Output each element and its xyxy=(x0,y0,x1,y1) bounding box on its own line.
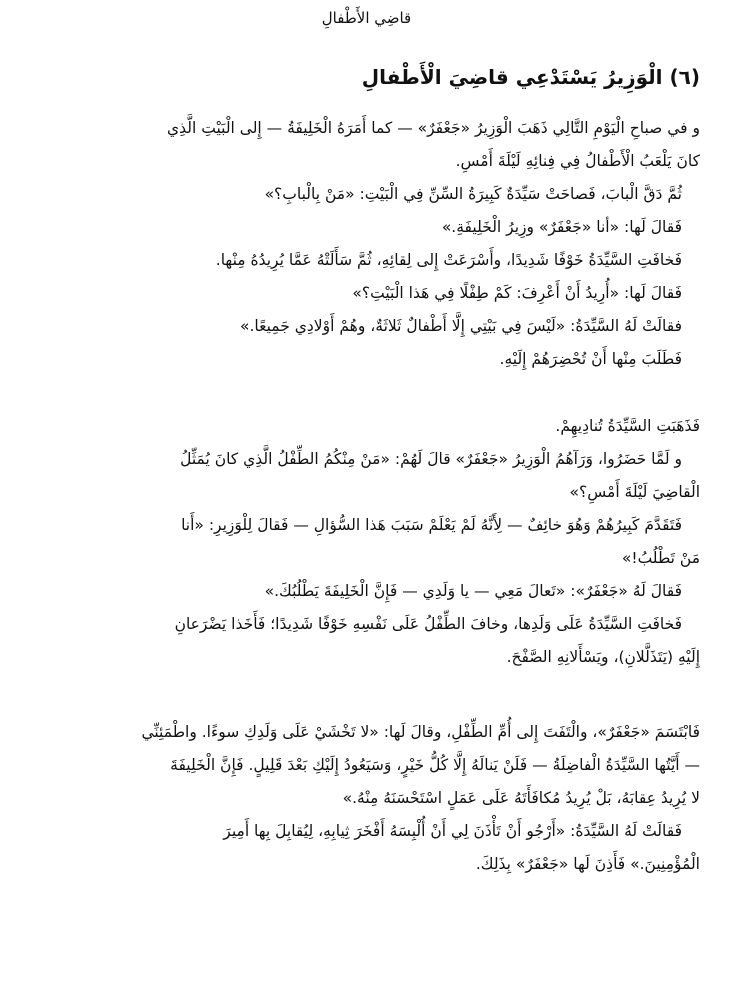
text-line: الْمُؤْمِنِينَ.» فَأَذِنَ لَها «جَعْفَرٌ» بِذَلِكَ. xyxy=(475,855,700,873)
text-line: الْقاضِيَ لَيْلَةَ أَمْسِ؟» xyxy=(569,483,700,501)
text-line: و لَمَّا حَضَرُوا، وَرَآهُمُ الْوَزِيرُ «جَعْفَرٌ» قالَ لَهُمْ: «مَنْ مِنْكُمُ الطِّفْلُ الَّذِي كانَ يُمَثِّلُ xyxy=(180,450,682,468)
text-line: فَخافَتِ السَّيِّدَةُ عَلَى وَلَدِها، وخافَ الطِّفْلُ عَلَى نَفْسِهِ خَوْفًا شَدِيدًا؛ فَأَخَذا يَضْرَعانِ xyxy=(174,615,682,633)
text-line: فَتَقَدَّمَ كَبِيرُهُمْ وَهُوَ خائِفٌ — لِأَنَّهُ لَمْ يَعْلَمْ سَبَبَ هَذا السُّؤالِ — فَقالَ لِلْوَزِيرِ: «أَنا xyxy=(181,516,682,534)
text-line: — أَيَّتُها السَّيِّدَةُ الْفاضِلَةُ — فَلَنْ يَنالَهُ إِلَّا كُلُّ خَيْرٍ، وَسَيَعُودُ إِلَيْكِ بَعْدَ قَلِيلٍ. فَإِنَّ الْخَلِيفَةَ xyxy=(170,756,700,774)
text-line: فَابْتَسَمَ «جَعْفَرٌ»، والْتَفَتَ إِلى أُمِّ الطِّفْلِ، وقالَ لَها: «لا تَخْشَيْ عَلَى وَلَدِكِ سوءًا. واطْمَئِنِّي xyxy=(141,723,700,741)
section-gap xyxy=(26,376,700,410)
text-line: فَذَهَبَتِ السَّيِّدَةُ تُنادِيهِمْ. xyxy=(555,417,700,435)
running-header: قاضِي الأَطْفالِ xyxy=(321,9,412,27)
text-line: فقالَتْ لَهُ السَّيِّدَةُ: «لَيْسَ فِي بَيْتِي إِلَّا أَطْفالٌ ثَلاثَةٌ، وهُمْ أَوْلادِي جَمِيعًا.» xyxy=(240,317,682,335)
text-line: فَقالَ لَها: «أنا «جَعْفَرٌ» وزِيرُ الْخَلِيفَةِ.» xyxy=(441,218,682,236)
text-line: كانَ يَلْعَبُ الْأَطْفالُ فِي فِنائِهِ لَيْلَةَ أَمْسِ. xyxy=(455,152,700,170)
text-line: لا يُرِيدُ عِقابَهُ، بَلْ يُرِيدُ مُكافَأَتَهُ عَلَى عَمَلٍ اسْتَحْسَنَهُ مِنْهُ.» xyxy=(342,789,700,807)
text-line: فَطَلَبَ مِنْها أَنْ تُحْضِرَهُمْ إِلَيْهِ. xyxy=(499,350,682,368)
chapter-title: (٦) الْوَزِيرُ يَسْتَدْعِي قاضِيَ الْأَطْفالِ xyxy=(361,65,700,89)
text-line: مَنْ تَطْلُبُ!» xyxy=(621,549,700,567)
text-line: إِلَيْهِ (يَتَذَلَّلانِ)، ويَسْأَلانِهِ الصَّفْحَ. xyxy=(506,648,700,666)
text-line: و في صباحِ الْيَوْمِ التَّالِي ذَهَبَ الْوَزِيرُ «جَعْفَرٌ» — كما أَمَرَهُ الْخَلِيفَةُ — إِلى الْبَيْتِ الَّذِي xyxy=(167,119,700,137)
section-gap xyxy=(26,674,700,716)
text-line: فَخافَتِ السَّيِّدَةُ خَوْفًا شَدِيدًا، وأَسْرَعَتْ إِلى لِقائِهِ، ثُمَّ سَأَلَتْهُ عَمَّا يُرِيدُهُ مِنْها. xyxy=(215,251,682,269)
text-line: فَقالَ لَها: «أُرِيدُ أَنْ أَعْرِفَ: كَمْ طِفْلًا فِي هَذا الْبَيْتِ؟» xyxy=(352,284,682,302)
text-line: فَقالَ لَهُ «جَعْفَرٌ»: «تَعالَ مَعِي — يا وَلَدِي — فَإِنَّ الْخَلِيفَةَ يَطْلُبُكَ.» xyxy=(264,582,682,600)
text-line: ثُمَّ دَقَّ الْبابَ، فَصاحَتْ سَيِّدَةٌ كَبِيرَةُ السِّنِّ فِي الْبَيْتِ: «مَنْ بِالْبابِ؟» xyxy=(264,185,682,203)
chapter-body xyxy=(26,112,700,881)
text-line: فَقالَتْ لَهُ السَّيِّدَةُ: «أَرْجُو أَنْ تَأْذَنَ لِي أَنْ أُلْبِسَهُ أَفْخَرَ ثِيابِهِ، لِيُقابِلَ بِها أَمِيرَ xyxy=(223,822,682,840)
